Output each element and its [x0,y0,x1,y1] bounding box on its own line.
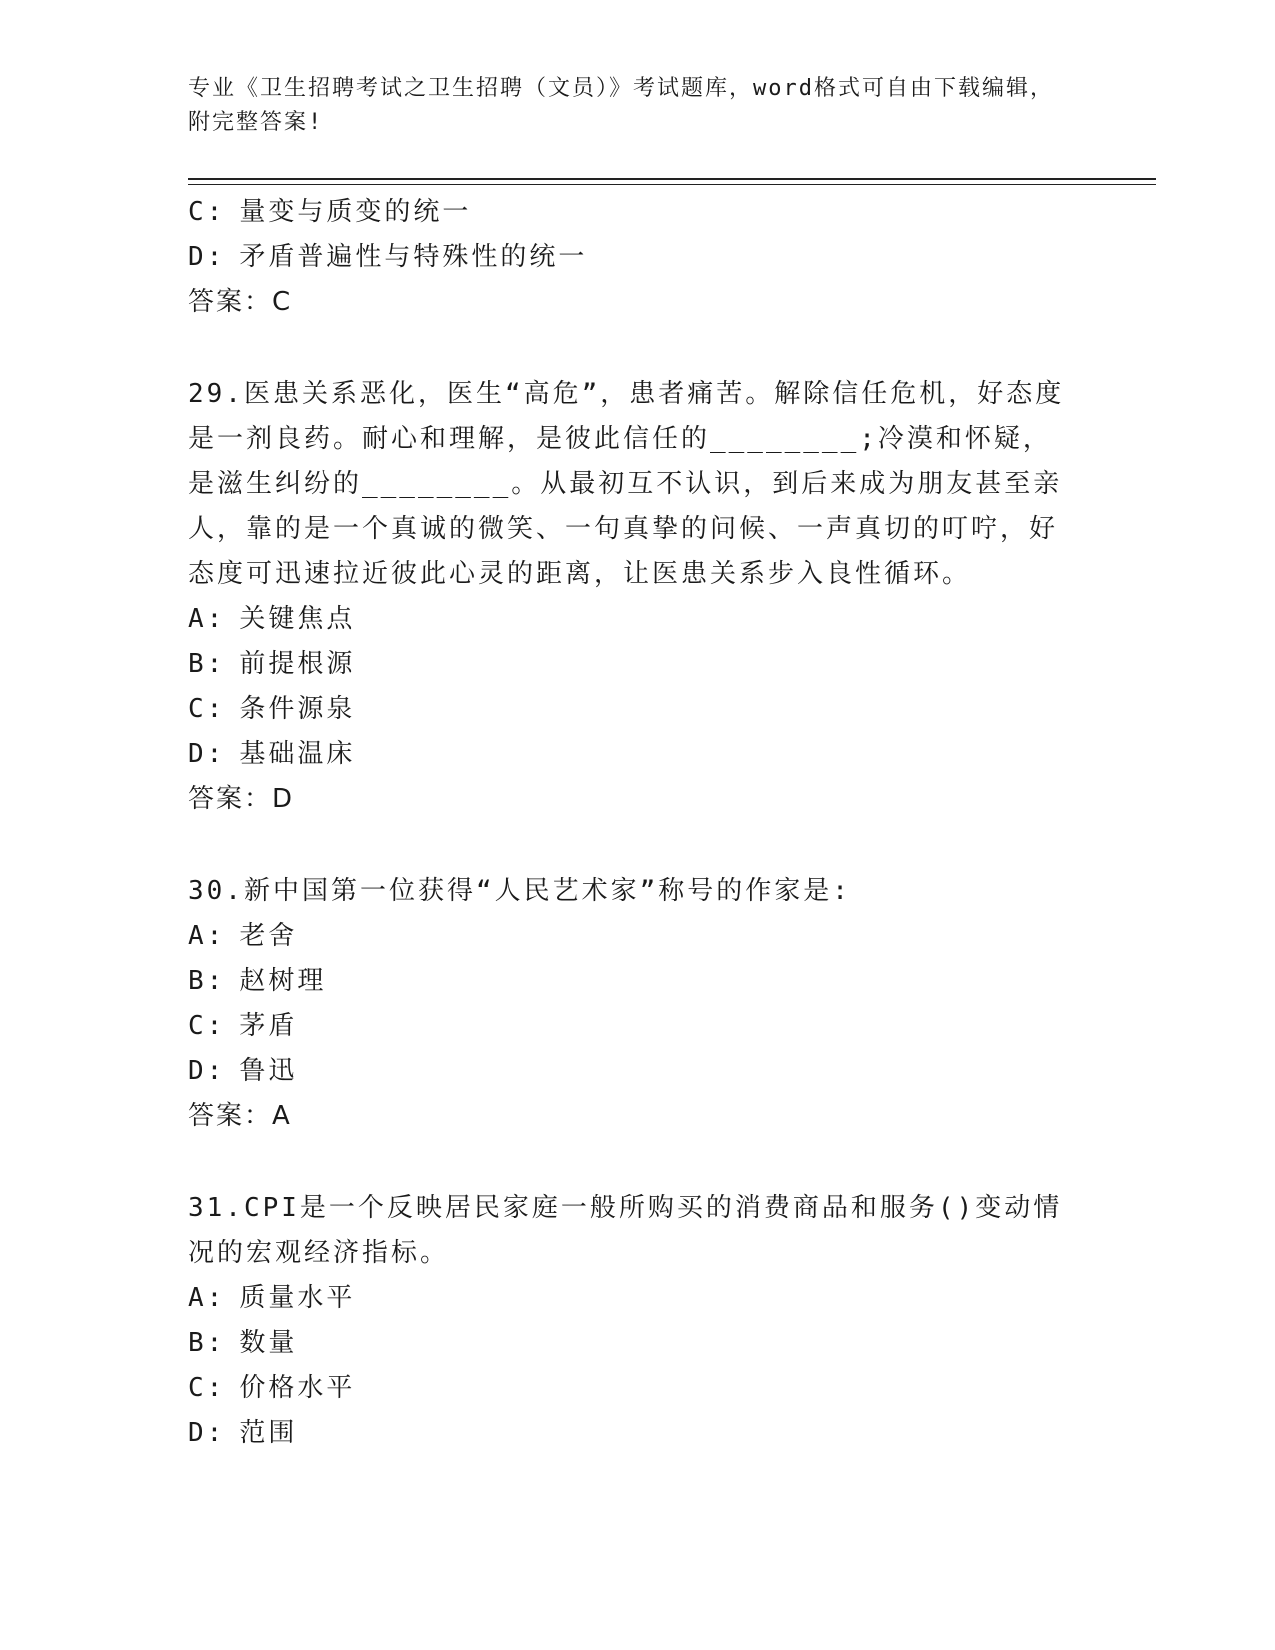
option-letter: C: [188,1011,226,1041]
option-item [188,1366,1078,1411]
option-letter: D: [188,739,226,769]
option-item [188,1049,1078,1094]
option-letter: A: [188,921,226,951]
option-letter: C: [188,694,226,724]
question-stem: 30.新中国第一位获得“人民艺术家”称号的作家是: [188,876,851,906]
option-letter: A: [188,1283,226,1313]
option-text: 赵树理 [239,966,327,996]
option-text: 老舍 [239,921,298,951]
option-text: 前提根源 [239,649,356,679]
option-letter: D: [188,1418,226,1448]
option-item [188,732,1078,777]
option-item [188,1276,1078,1321]
answer-line: 答案：D [188,784,295,814]
question-stem: 31.CPI是一个反映居民家庭一般所购买的消费商品和服务()变动情况的宏观经济指标。 [188,1193,1063,1268]
option-letter: D: [188,242,226,272]
option-letter: C: [188,1373,226,1403]
answer-line: 答案：A [188,1101,292,1131]
option-letter: B: [188,1328,226,1358]
option-item [188,235,1078,280]
option-text: 基础温床 [239,739,356,769]
answer-line: 答案：C [188,287,293,317]
option-text: 范围 [239,1418,298,1448]
option-letter: B: [188,649,226,679]
option-letter: C: [188,197,226,227]
option-text: 矛盾普遍性与特殊性的统一 [239,242,588,272]
option-letter: B: [188,966,226,996]
option-letter: A: [188,604,226,634]
header-rule-thin [188,184,1156,185]
option-text: 质量水平 [239,1283,356,1313]
option-text: 鲁迅 [239,1056,298,1086]
option-text: 价格水平 [239,1373,356,1403]
header-rule-thick [188,178,1156,180]
option-text: 量变与质变的统一 [239,197,472,227]
document-header: 专业《卫生招聘考试之卫生招聘（文员）》考试题库，word格式可自由下载编辑，附完整答案! [188,76,1054,135]
option-letter: D: [188,1056,226,1086]
option-text: 关键焦点 [239,604,356,634]
option-item [188,1411,1078,1456]
question-content [188,190,1078,1456]
option-item [188,1321,1078,1366]
option-item [188,1004,1078,1049]
question-stem: 29.医患关系恶化，医生“高危”，患者痛苦。解除信任危机，好态度是一剂良药。耐心和理解，是彼此信任的________;冷漠和怀疑，是滋生纠纷的________。从最初互不认识，到后来成为朋友甚至亲人，靠的是一个真诚的微笑、一句真挚的问候、一声真切的叮咛，好态度可迅速拉近彼此心灵的距离，让医患关系步入良性循环。 [188,379,1065,589]
option-item [188,597,1078,642]
option-item [188,687,1078,732]
option-text: 茅盾 [239,1011,298,1041]
option-item [188,914,1078,959]
option-text: 条件源泉 [239,694,356,724]
option-item [188,642,1078,687]
option-text: 数量 [239,1328,298,1358]
option-item [188,959,1078,1004]
option-item [188,190,1078,235]
